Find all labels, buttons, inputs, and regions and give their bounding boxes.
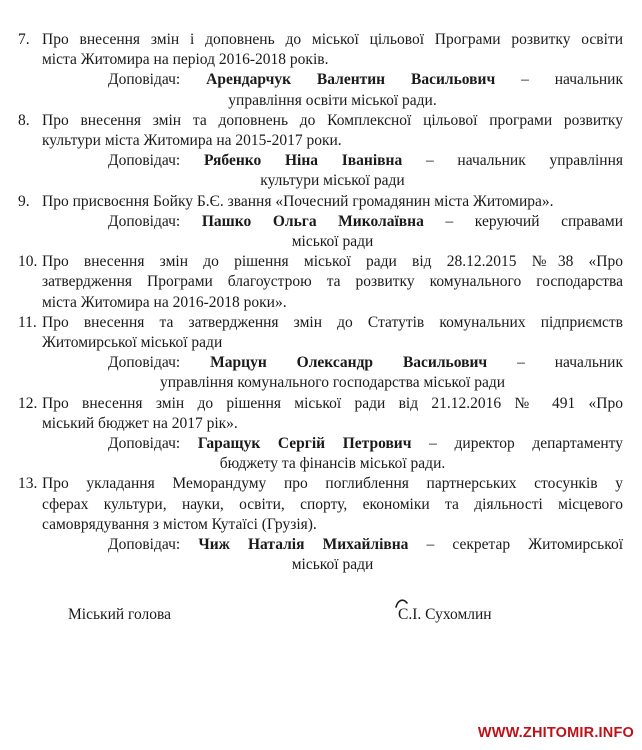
speaker-role: – начальник xyxy=(521,71,624,89)
speaker-name: Марцун Олександр Васильович xyxy=(210,354,488,372)
speaker-line xyxy=(108,151,623,171)
speaker-label: Доповідач: xyxy=(108,152,181,170)
item-title-line: Про внесення змін до рішення міської ради від 28.12.2015 №38 «Про xyxy=(42,253,623,271)
speaker-name: Чиж Наталія Михайлівна xyxy=(198,536,409,554)
agenda-item xyxy=(18,111,623,192)
speaker-role-continued: управління освіти міської ради. xyxy=(228,91,437,109)
speaker-role-continued: управління комунального господарства міської ради xyxy=(159,374,506,392)
speaker-role: – секретар Житомирської xyxy=(426,536,624,554)
speaker-role-continued: культури міської ради xyxy=(260,172,405,190)
agenda-item xyxy=(18,192,623,253)
speaker-role: – начальник xyxy=(517,354,624,372)
speaker-line xyxy=(108,535,623,555)
item-title-line: міський бюджет на 2017 рік». xyxy=(42,414,238,432)
item-number: 7. xyxy=(18,31,30,48)
signatory-name-text: С.І. Сухомлин xyxy=(398,606,492,624)
item-number: 10. xyxy=(18,253,38,271)
item-title-line: Про присвоєння Бойку Б.Є. звання «Почесний громадянин міста Житомира». xyxy=(42,192,554,210)
watermark: WWW.ZHITOMIR.INFO xyxy=(477,724,634,741)
item-title-line: Про внесення змін і доповнень до міської цільової Програми розвитку освіти xyxy=(42,31,623,48)
item-title-line: міста Житомира на період 2016-2018 років. xyxy=(42,51,329,69)
speaker-role: – начальник управління xyxy=(425,152,624,170)
item-title-line: самоврядування з містом Кутаїсі (Грузія). xyxy=(42,515,317,533)
speaker-label: Доповідач: xyxy=(108,354,181,372)
agenda-item xyxy=(18,313,623,394)
agenda-list xyxy=(18,30,623,575)
speaker-label: Доповідач: xyxy=(108,536,181,554)
speaker-name: Арендарчук Валентин Васильович xyxy=(206,71,496,89)
agenda-item xyxy=(18,474,623,575)
item-number: 13. xyxy=(18,475,38,493)
speaker-role-continued: міської ради xyxy=(291,556,374,574)
speaker-name: Пашко Ольга Миколаївна xyxy=(201,212,424,230)
signature-stroke-icon xyxy=(394,597,409,609)
item-number: 12. xyxy=(18,394,38,412)
speaker-line xyxy=(108,434,623,454)
speaker-name: Рябенко Ніна Іванівна xyxy=(203,152,403,170)
item-title-line: затвердження Програми благоустрою та розвитку комунального господарства xyxy=(42,273,623,291)
item-number: 11. xyxy=(18,313,37,331)
item-title-line: Житомирської міської ради xyxy=(42,334,223,352)
agenda-item xyxy=(18,394,623,475)
agenda-item xyxy=(18,30,623,111)
item-title-line: міста Житомира на 2016-2018 роки». xyxy=(42,293,287,311)
agenda-item xyxy=(18,252,623,313)
item-title-line: сферах культури, науки, освіти, спорту, економіки та діяльності місцевого xyxy=(42,495,623,513)
item-number: 8. xyxy=(18,111,30,129)
speaker-role: – керуючий справами xyxy=(445,212,623,230)
speaker-label: Доповідач: xyxy=(108,435,181,453)
speaker-role-continued: бюджету та фінансів міської ради. xyxy=(219,455,446,473)
speaker-label: Доповідач: xyxy=(108,71,181,89)
signatory-title: Міський голова xyxy=(68,606,172,624)
speaker-name: Гаращук Сергій Петрович xyxy=(197,435,412,453)
item-title-line: Про укладання Меморандуму про поглиблення партнерських стосунків у xyxy=(42,475,623,493)
speaker-line xyxy=(108,353,623,373)
signatory-name xyxy=(398,605,492,625)
item-title-line: Про внесення та затвердження змін до Статутів комунальних підприємств xyxy=(42,313,623,331)
item-title-line: культури міста Житомира на 2015-2017 роки. xyxy=(42,132,342,150)
speaker-role: – директор департаменту xyxy=(429,435,623,453)
speaker-role-continued: міської ради xyxy=(291,233,374,251)
speaker-label: Доповідач: xyxy=(108,212,181,230)
item-number: 9. xyxy=(18,192,30,210)
signature-block xyxy=(18,605,623,626)
item-title-line: Про внесення змін до рішення міської ради від 21.12.2016 № 491 «Про xyxy=(42,394,623,412)
speaker-line xyxy=(108,212,623,232)
speaker-line xyxy=(108,70,623,90)
item-title-line: Про внесення змін та доповнень до Комплексної цільової програми розвитку xyxy=(42,111,623,129)
